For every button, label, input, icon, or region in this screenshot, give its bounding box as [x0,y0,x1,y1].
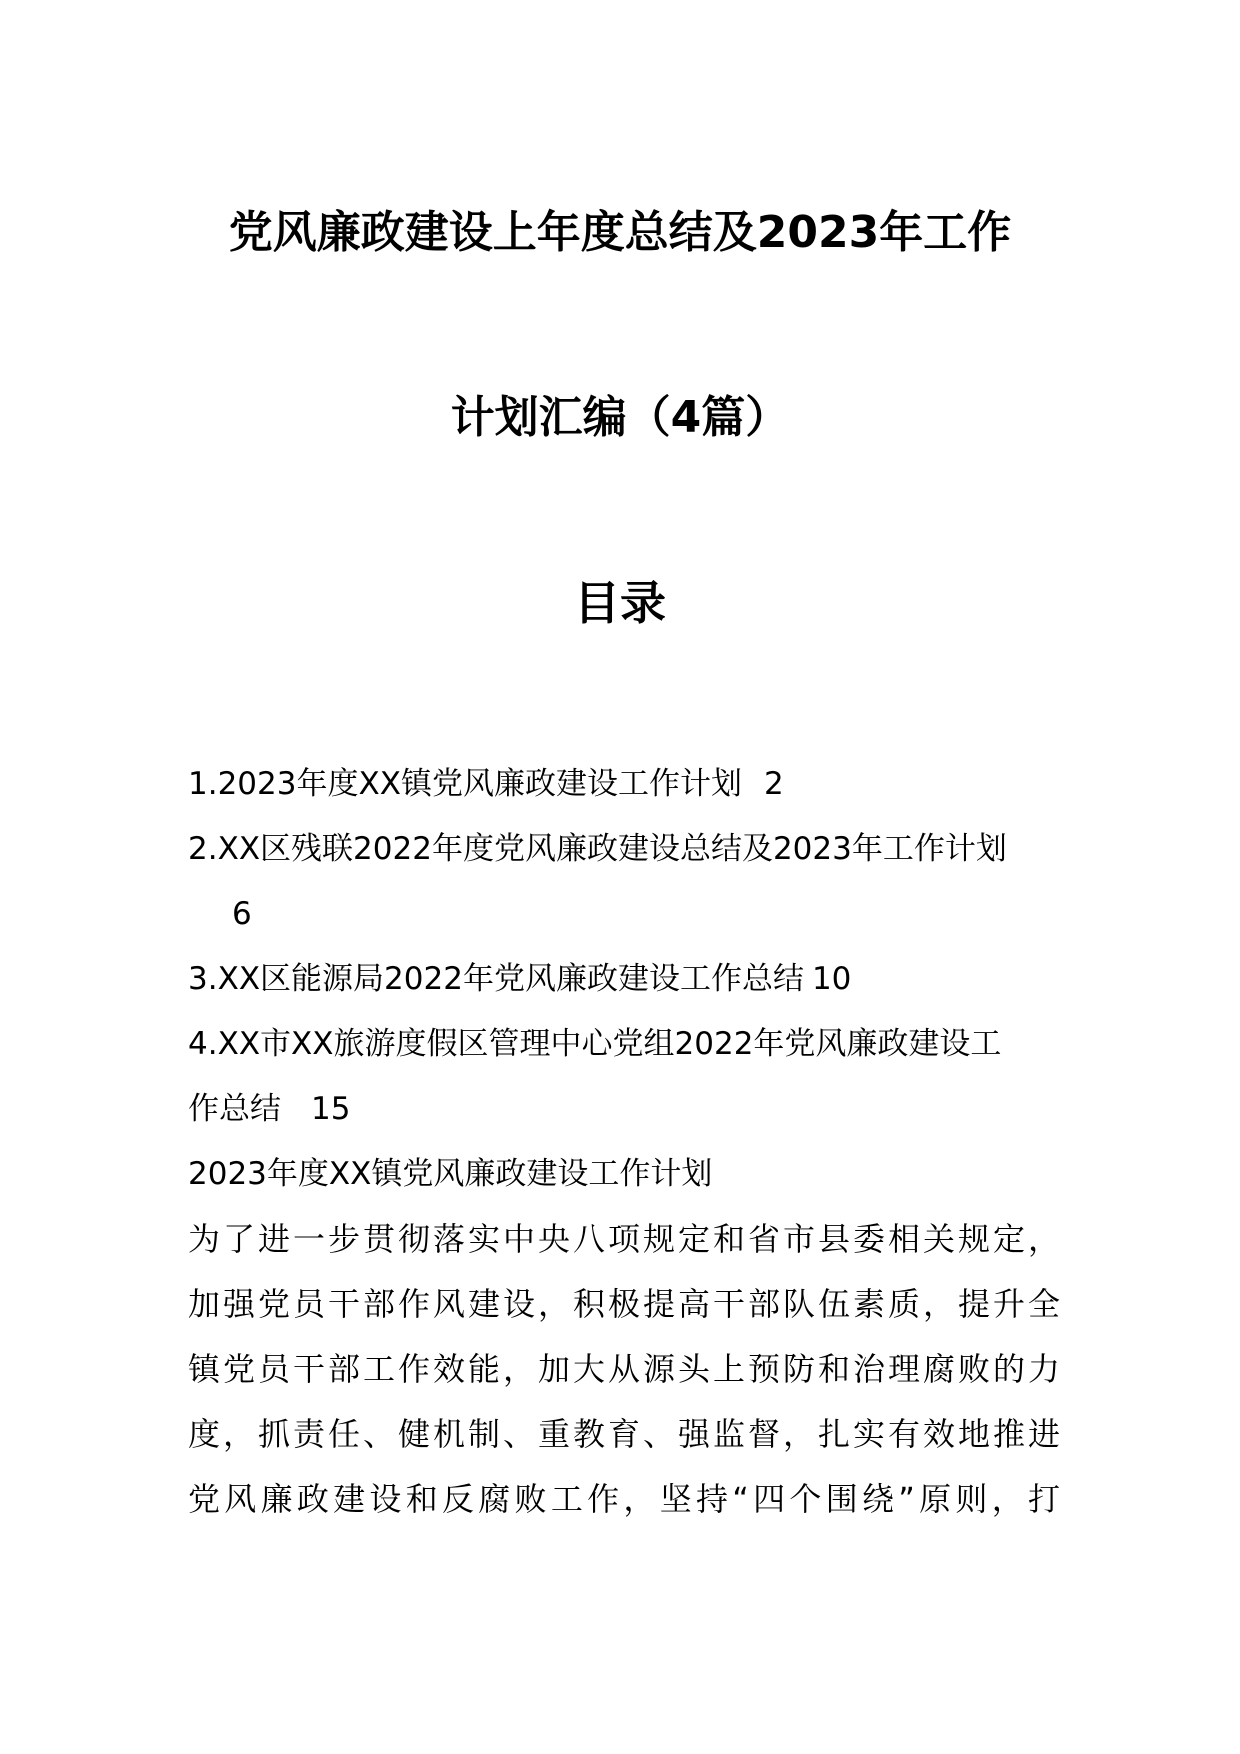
toc-heading: 目录 [574,576,666,630]
toc-entry-page: 10 [811,961,852,997]
body-text-line: 度，抓责任、健机制、重教育、强监督，扎实有效地推进 [188,1415,1060,1453]
toc-entry-3[interactable] [188,957,851,1001]
toc-entry-4-cont[interactable] [188,1087,350,1131]
toc-entry-text: 4.XX市XX旅游度假区管理中心党组2022年党风廉政建设工 [188,1026,1002,1062]
toc-entry-1[interactable] [188,762,784,806]
toc-entry-text: 2.XX区残联2022年度党风廉政建设总结及2023年工作计划 [188,831,1007,867]
toc-entry-text: 1.2023年度XX镇党风廉政建设工作计划 [188,766,742,802]
body-text-line: 为了进一步贯彻落实中央八项规定和省市县委相关规定， [188,1220,1060,1258]
body-text-line: 加强党员干部作风建设，积极提高干部队伍素质，提升全 [188,1285,1060,1323]
toc-entry-page: 6 [232,896,252,932]
toc-entry-text: 作总结 [188,1091,281,1127]
toc-entry-4[interactable] [188,1022,1001,1066]
toc-entry-page: 2 [763,766,784,802]
body-text-line: 党风廉政建设和反腐败工作，坚持“四个围绕”原则，打 [188,1480,1060,1518]
toc-entry-2-page[interactable] [232,892,252,936]
toc-entry-text: 3.XX区能源局2022年党风廉政建设工作总结 [188,961,804,997]
toc-entry-2[interactable] [188,827,1007,871]
toc-entry-page: 15 [311,1091,351,1127]
section-title: 2023年度XX镇党风廉政建设工作计划 [188,1156,713,1192]
document-title-line-1: 党风廉政建设上年度总结及2023年工作 [228,207,1012,258]
body-text-line: 镇党员干部工作效能，加大从源头上预防和治理腐败的力 [188,1350,1060,1388]
document-title-line-2: 计划汇编（4篇） [450,392,790,443]
